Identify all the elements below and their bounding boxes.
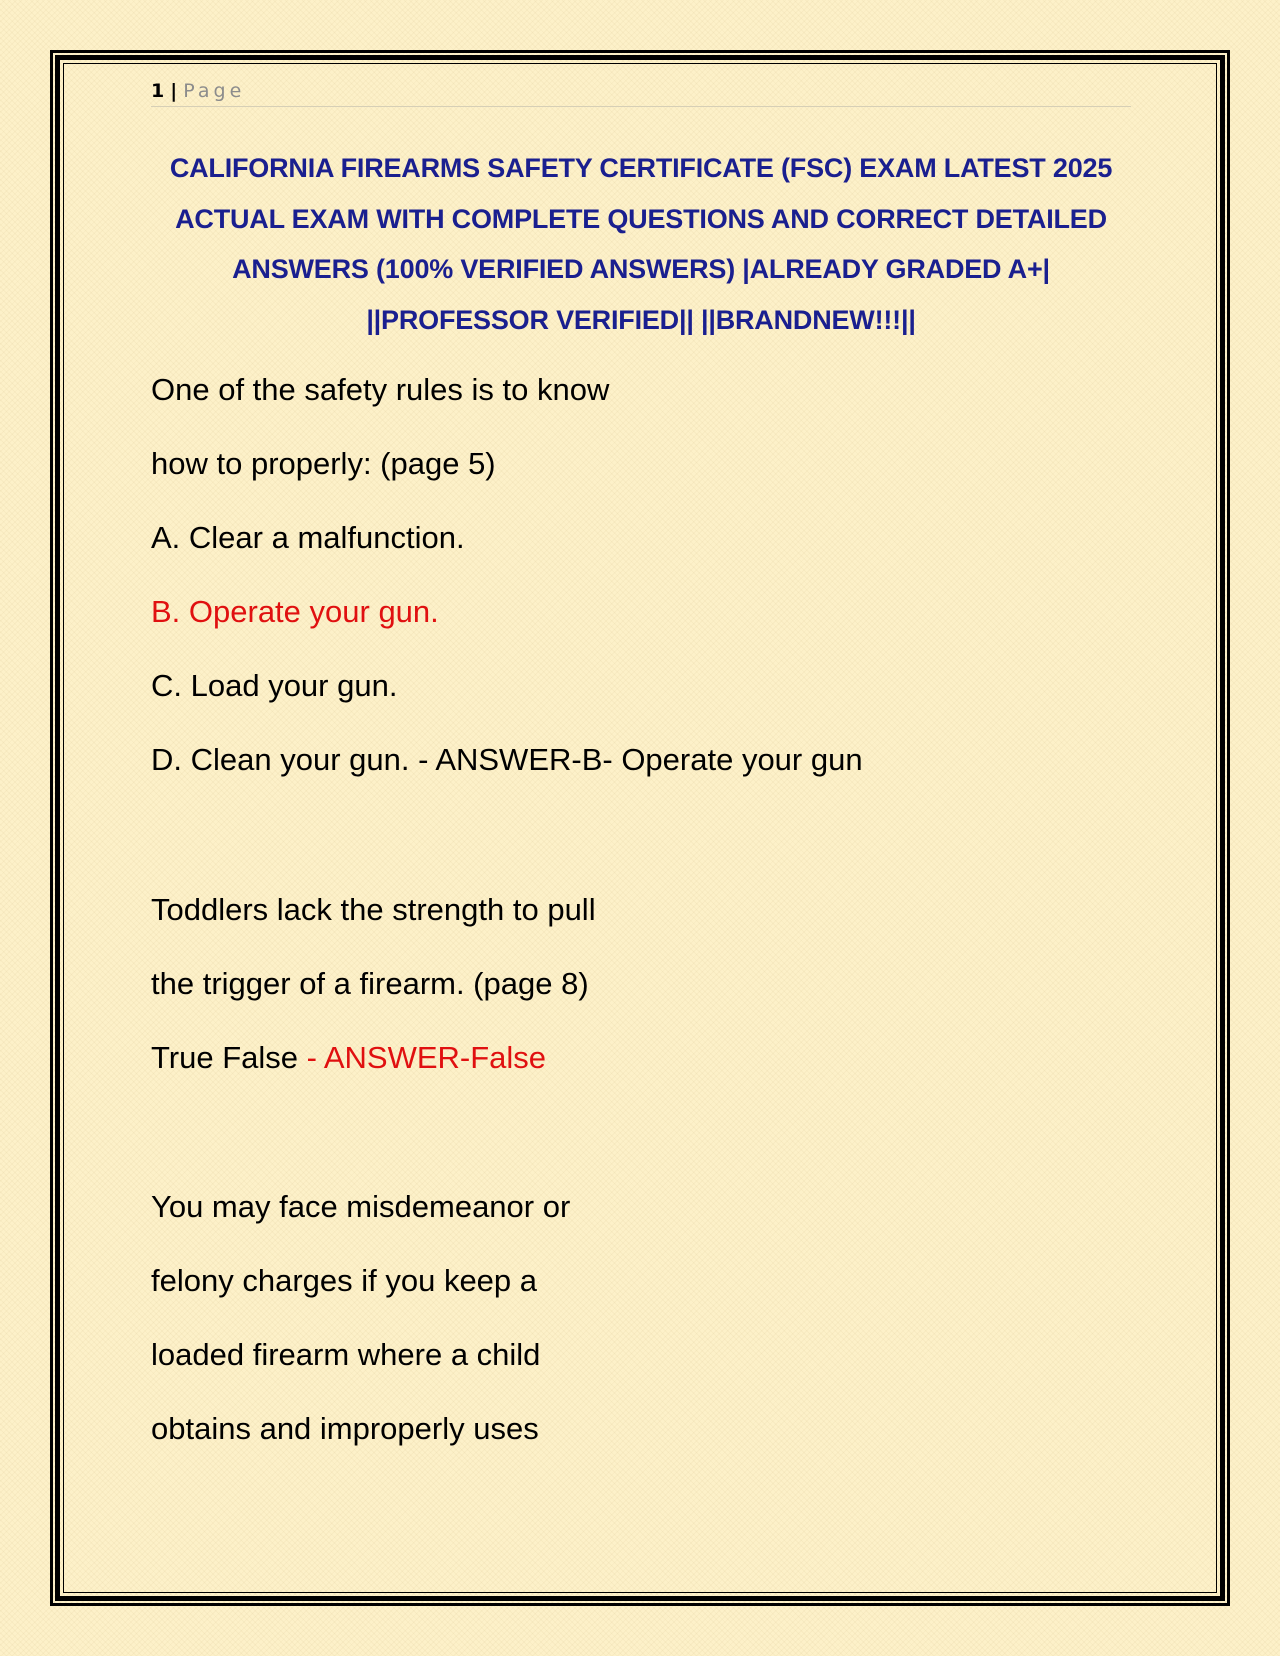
question-3-line-2: felony charges if you keep a [151, 1263, 538, 1298]
question-1-option-d-answer: D. Clean your gun. - ANSWER-B- Operate your gun [151, 742, 863, 777]
page-header-separator: | [170, 80, 178, 102]
question-1-option-a: A. Clear a malfunction. [151, 520, 465, 555]
page-number: 1 [151, 80, 165, 102]
question-2-options: True False [151, 1040, 299, 1075]
page-header [151, 78, 1131, 107]
question-3-line-1: You may face misdemeanor or [151, 1189, 571, 1224]
page-label: Page [183, 80, 246, 102]
document-title: CALIFORNIA FIREARMS SAFETY CERTIFICATE (FSC) EXAM LATEST 2025 ACTUAL EXAM WITH COMPLETE QUESTIONS AND CORRECT DETAILED ANSWERS (100% VERIFIED ANSWERS) |ALREADY GRADED A+| ||PROFESSOR VERIFIED|| ||BRANDNEW!!!|| [169, 153, 1113, 335]
question-2-line-2: the trigger of a firearm. (page 8) [151, 966, 589, 1001]
question-1-option-c: C. Load your gun. [151, 668, 398, 703]
question-2-line-1: Toddlers lack the strength to pull [151, 892, 596, 927]
question-3-line-4: obtains and improperly uses [151, 1411, 539, 1446]
question-3-line-3: loaded firearm where a child [151, 1337, 541, 1372]
question-2-answer: - ANSWER-False [298, 1040, 547, 1075]
question-2-options-row [151, 1040, 546, 1076]
question-1-line-2: how to properly: (page 5) [151, 446, 496, 481]
question-1-option-b-correct: B. Operate your gun. [151, 594, 439, 629]
question-1-line-1: One of the safety rules is to know [151, 372, 610, 407]
